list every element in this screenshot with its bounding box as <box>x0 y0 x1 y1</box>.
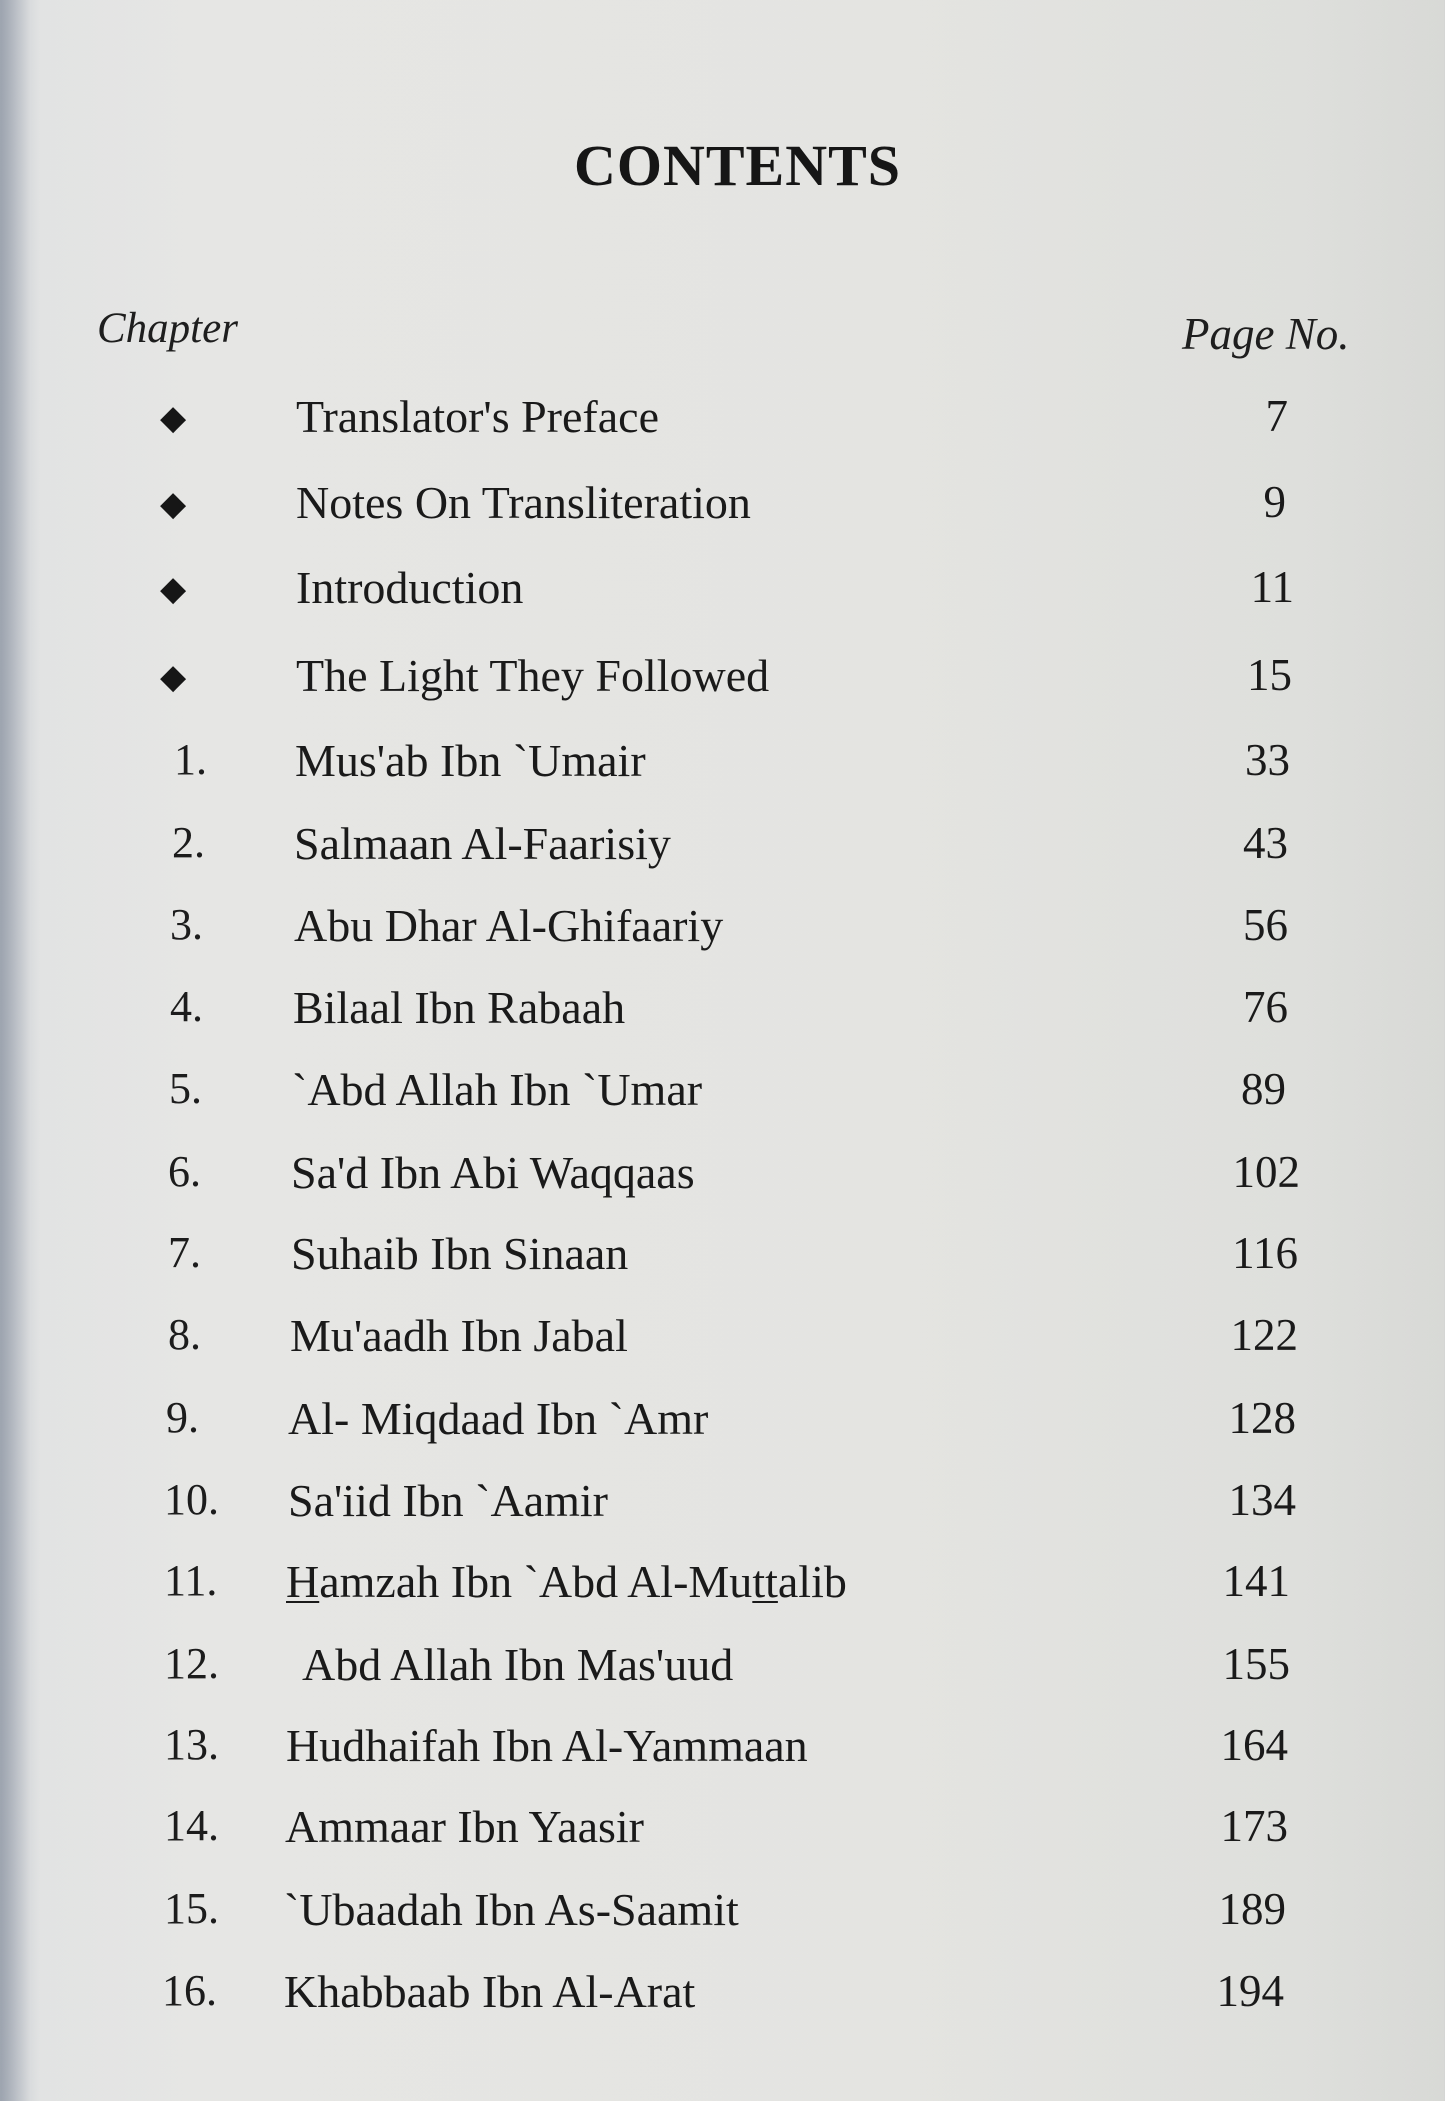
toc-entry <box>0 981 1445 1041</box>
toc-entry <box>0 1719 1445 1779</box>
chapter-number: 8. <box>168 1310 201 1359</box>
entry-page: 122 <box>1230 1310 1298 1360</box>
toc-entry <box>0 899 1445 959</box>
toc-entry <box>0 1555 1445 1615</box>
bullet-marker: ◆ <box>160 400 187 437</box>
entry-page: 76 <box>1243 982 1288 1032</box>
entry-title: Bilaal Ibn Rabaah <box>293 982 626 1033</box>
bullet-marker: ◆ <box>160 486 187 523</box>
toc-entry <box>0 1883 1445 1943</box>
entry-title-part: tt <box>752 1556 778 1607</box>
entry-page: 102 <box>1232 1147 1300 1197</box>
entry-page: 89 <box>1241 1064 1286 1114</box>
chapter-number: 12. <box>164 1639 219 1688</box>
toc-entry <box>0 1392 1445 1452</box>
entry-title <box>286 1555 847 1608</box>
entry-page: 116 <box>1232 1228 1298 1278</box>
entry-page: 128 <box>1228 1393 1296 1443</box>
toc-entry <box>0 1227 1445 1287</box>
bullet-marker: ◆ <box>160 659 187 696</box>
chapter-number: 13. <box>164 1720 219 1769</box>
toc-entry <box>0 649 1445 709</box>
contents-title: CONTENTS <box>573 133 902 198</box>
chapter-number: 9. <box>166 1393 199 1442</box>
entry-title: Salmaan Al-Faarisiy <box>294 818 671 869</box>
chapter-number: 15. <box>164 1884 219 1933</box>
chapter-number: 16. <box>162 1966 217 2015</box>
toc-entry <box>0 734 1445 794</box>
entry-title: Mus'ab Ibn `Umair <box>295 735 646 786</box>
toc-entry <box>0 561 1445 621</box>
toc-entry <box>0 1965 1445 2025</box>
entry-page: 9 <box>1263 477 1286 527</box>
bullet-marker: ◆ <box>160 571 187 608</box>
chapter-number: 1. <box>174 735 207 784</box>
chapter-number: 2. <box>172 818 205 867</box>
toc-entry <box>0 1309 1445 1369</box>
chapter-number: 7. <box>168 1228 201 1277</box>
toc-entry <box>0 1146 1445 1206</box>
entry-page: 15 <box>1247 650 1292 700</box>
chapter-column-header: Chapter <box>97 305 238 352</box>
entry-title: Translator's Preface <box>296 391 659 442</box>
entry-title-part: H <box>286 1556 320 1607</box>
toc-entry <box>0 476 1445 536</box>
entry-title-part: amzah Ibn `Abd Al-Mu <box>319 1556 753 1607</box>
entry-page: 141 <box>1222 1556 1290 1606</box>
entry-page: 189 <box>1218 1884 1286 1934</box>
entry-title: Introduction <box>296 562 524 613</box>
toc-entry <box>0 1474 1445 1534</box>
chapter-number: 6. <box>168 1147 201 1196</box>
entry-title: Al- Miqdaad Ibn `Amr <box>288 1393 709 1444</box>
chapter-number: 5. <box>169 1064 202 1113</box>
entry-title: The Light They Followed <box>296 650 770 701</box>
entry-title: Khabbaab Ibn Al-Arat <box>284 1966 696 2017</box>
entry-page: 194 <box>1216 1966 1284 2016</box>
page-column-header: Page No. <box>1182 309 1350 359</box>
entry-title: Ammaar Ibn Yaasir <box>285 1801 644 1852</box>
entry-title: Sa'iid Ibn `Aamir <box>288 1475 609 1526</box>
entry-page: 43 <box>1243 818 1288 868</box>
toc-entry <box>0 1063 1445 1123</box>
entry-page: 164 <box>1220 1720 1288 1770</box>
entry-title: Abu Dhar Al-Ghifaariy <box>294 900 724 951</box>
entry-page: 33 <box>1245 735 1290 785</box>
entry-page: 7 <box>1265 391 1288 441</box>
chapter-number: 4. <box>170 982 203 1031</box>
entry-page: 56 <box>1243 900 1288 950</box>
entry-title: Hudhaifah Ibn Al-Yammaan <box>286 1720 808 1771</box>
page-edge-shadow <box>0 0 30 2101</box>
entry-title: Notes On Transliteration <box>296 477 751 528</box>
entry-title: `Abd Allah Ibn `Umar <box>292 1064 703 1115</box>
entry-page: 134 <box>1228 1475 1296 1525</box>
entry-title: Abd Allah Ibn Mas'uud <box>302 1639 734 1690</box>
toc-entry <box>0 390 1445 450</box>
entry-title: Suhaib Ibn Sinaan <box>291 1228 629 1279</box>
toc-entry <box>0 817 1445 877</box>
chapter-number: 10. <box>164 1475 219 1524</box>
chapter-number: 11. <box>164 1556 218 1605</box>
entry-title: Mu'aadh Ibn Jabal <box>290 1310 628 1361</box>
entry-page: 155 <box>1222 1639 1290 1689</box>
chapter-number: 14. <box>164 1801 219 1850</box>
toc-entry <box>0 1800 1445 1860</box>
entry-title: Sa'd Ibn Abi Waqqaas <box>291 1147 695 1198</box>
entry-title: `Ubaadah Ibn As-Saamit <box>284 1884 739 1935</box>
entry-title-part: alib <box>777 1556 847 1607</box>
entry-page: 11 <box>1250 562 1294 612</box>
toc-entry <box>0 1638 1445 1698</box>
entry-page: 173 <box>1220 1801 1288 1851</box>
chapter-number: 3. <box>170 900 203 949</box>
